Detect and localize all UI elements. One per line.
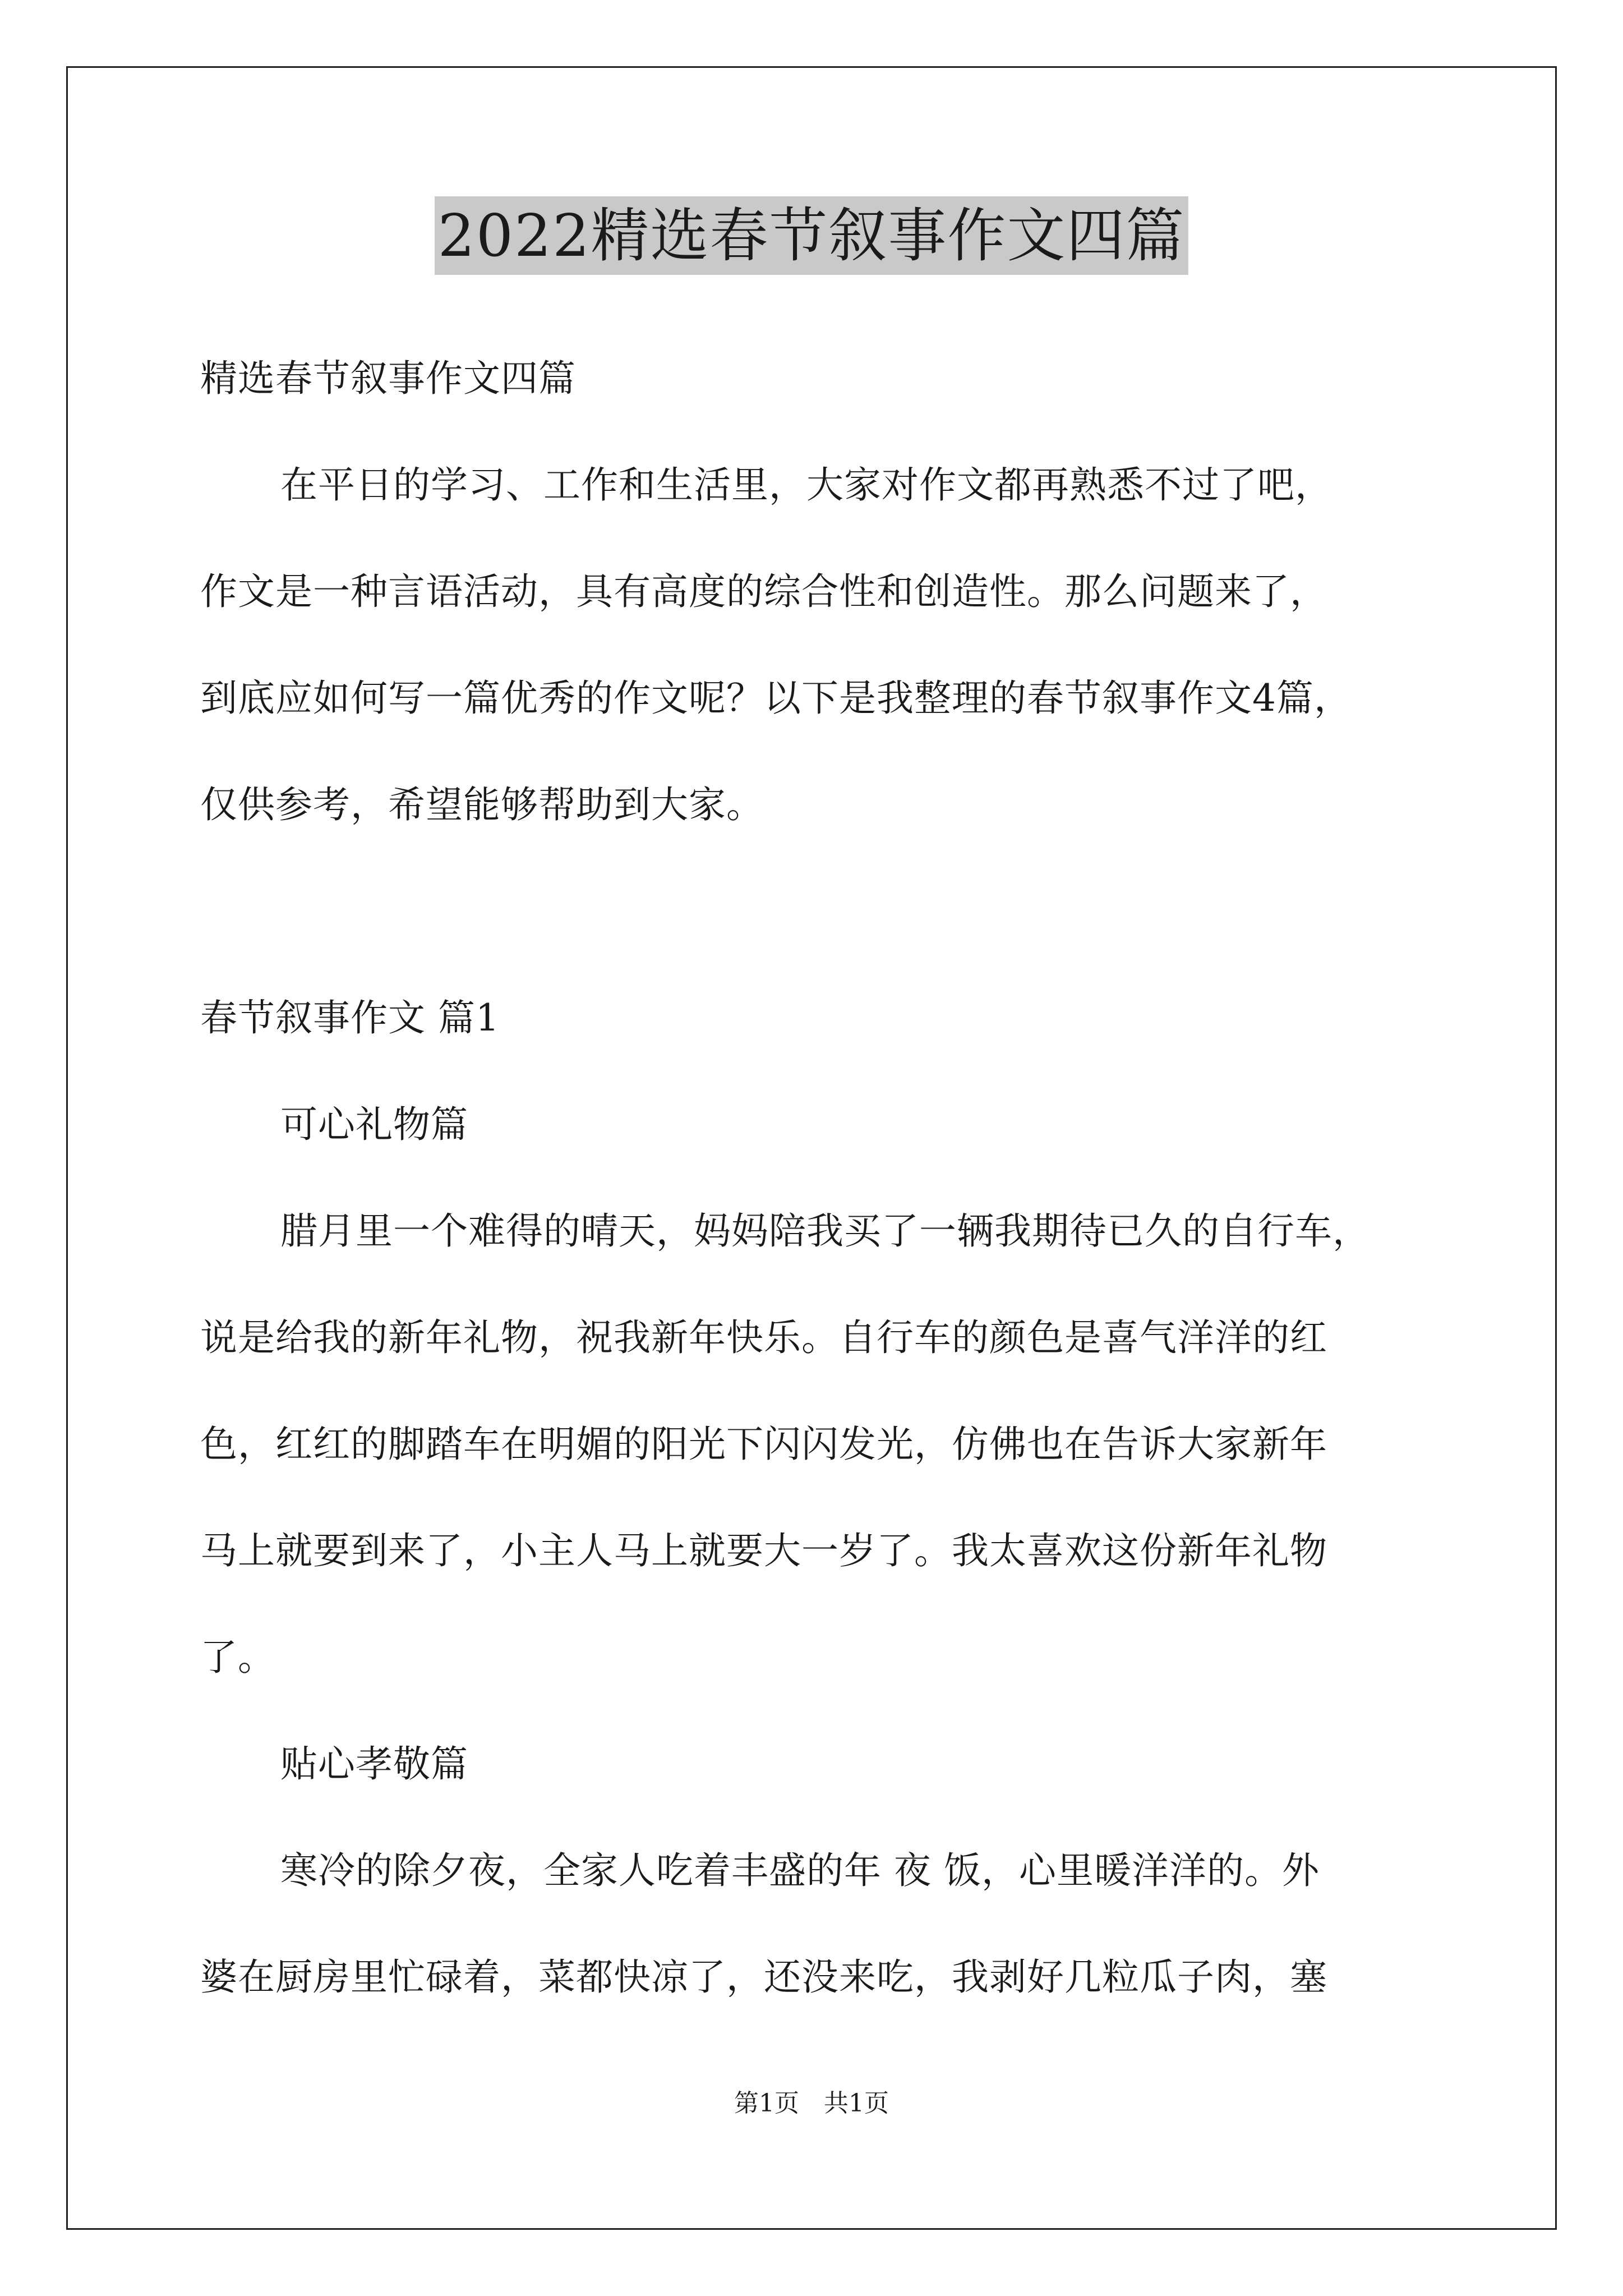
part1-line-2: 说是给我的新年礼物，祝我新年快乐。自行车的颜色是喜气洋洋的红 [200, 1316, 1327, 1359]
part1-line-1: 腊月里一个难得的晴天，妈妈陪我买了一辆我期待已久的自行车， [280, 1209, 1370, 1253]
part2-line-1: 寒冷的除夕夜，全家人吃着丰盛的年 夜 饭，心里暖洋洋的。外 [280, 1849, 1320, 1892]
intro-line-2: 作文是一种言语活动，具有高度的综合性和创造性。那么问题来了， [200, 570, 1327, 613]
intro-line-3: 到底应如何写一篇优秀的作文呢？以下是我整理的春节叙事作文4篇， [200, 677, 1352, 720]
page-footer [0, 2087, 1623, 2120]
part1-line-3: 色，红红的脚踏车在明媚的阳光下闪闪发光，仿佛也在告诉大家新年 [200, 1423, 1327, 1466]
intro-line-4: 仅供参考，希望能够帮助到大家。 [200, 783, 764, 826]
page-number: 第1页 [734, 2089, 799, 2118]
document-title-text: 2022精选春节叙事作文四篇 [435, 196, 1189, 275]
part2-line-2: 婆在厨房里忙碌着，菜都快凉了，还没来吃，我剥好几粒瓜子肉，塞 [200, 1955, 1327, 1999]
intro-line-1: 在平日的学习、工作和生活里，大家对作文都再熟悉不过了吧， [280, 463, 1332, 507]
part1-line-5: 了。 [200, 1636, 275, 1679]
section-heading: 春节叙事作文 篇1 [200, 996, 500, 1039]
part1-line-4: 马上就要到来了，小主人马上就要大一岁了。我太喜欢这份新年礼物 [200, 1529, 1327, 1572]
document-title [0, 196, 1623, 275]
document-subtitle: 精选春节叙事作文四篇 [200, 357, 576, 400]
part-title-1: 可心礼物篇 [280, 1103, 468, 1146]
part-title-2: 贴心孝敬篇 [280, 1742, 468, 1786]
page-total: 共1页 [824, 2089, 889, 2118]
